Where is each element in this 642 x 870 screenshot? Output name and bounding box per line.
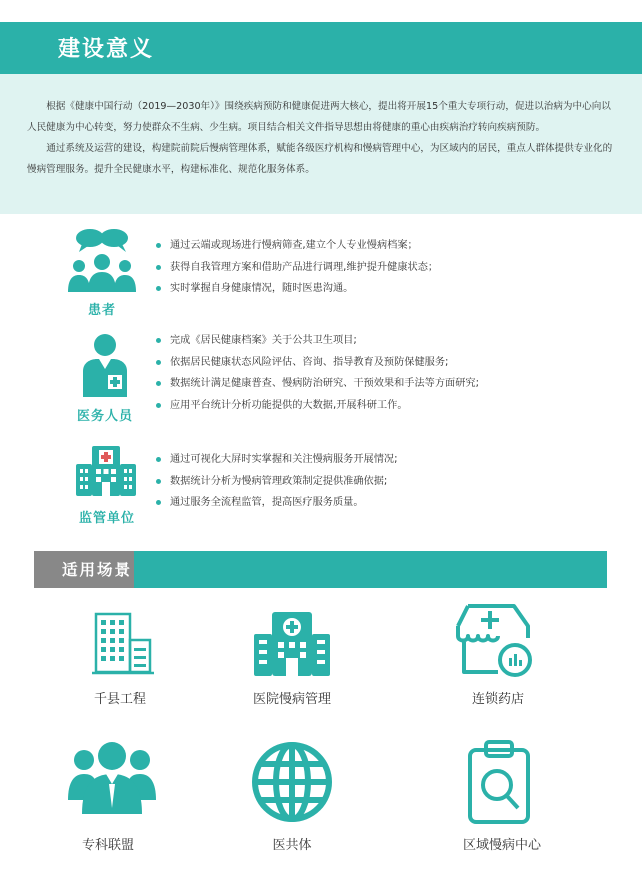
team-icon — [66, 740, 158, 818]
section2-title: 适用场景 — [62, 561, 133, 579]
role-bullets-patient — [156, 238, 438, 303]
list-item: 获得自我管理方案和借助产品进行调理,维护提升健康状态； — [156, 260, 438, 282]
intro-paragraph: 通过系统及运营的建设，构建院前院后慢病管理体系，赋能各级医疗机构和慢病管理中心，为区域内的居民，重点人群体提供专业化的慢病管理服务。提升全民健康水平，构建标准化、规范化服务体系。 — [27, 143, 613, 175]
scene-label: 医院慢病管理 — [252, 692, 331, 707]
list-item: 依据居民健康状态风险评估、咨询、指导教育及预防保健服务; — [156, 355, 479, 377]
list-item: 应用平台统计分析功能提供的大数据,开展科研工作。 — [156, 398, 479, 420]
scene-label: 医共体 — [272, 838, 312, 853]
scene-label: 连锁药店 — [471, 692, 524, 707]
list-item: 数据统计分析为慢病管理政策制定提供准确依据; — [156, 474, 398, 496]
list-item: 通过可视化大屏时实掌握和关注慢病服务开展情况; — [156, 452, 398, 474]
doctor-icon — [80, 333, 130, 403]
list-item: 数据统计满足健康普查、慢病防治研究、干预效果和手法等方面研究; — [156, 376, 479, 398]
group-chat-icon — [66, 228, 138, 298]
intro-text — [27, 96, 617, 180]
role-bullets-medical-staff — [156, 333, 479, 419]
hospital-building-icon — [74, 442, 138, 500]
scene-label: 专科联盟 — [81, 838, 134, 853]
role-label-regulator: 监管单位 — [78, 511, 135, 526]
list-item: 实时掌握自身健康情况，随时医患沟通。 — [156, 281, 438, 303]
pharmacy-icon — [454, 602, 534, 684]
clipboard-search-icon — [466, 740, 532, 828]
globe-icon — [250, 740, 334, 828]
role-label-patient: 患者 — [87, 303, 116, 318]
role-bullets-regulator — [156, 452, 398, 517]
list-item: 完成《居民健康档案》关于公共卫生项目; — [156, 333, 479, 355]
list-item: 通过服务全流程监管，提高医疗服务质量。 — [156, 495, 398, 517]
hospital-icon — [250, 610, 334, 680]
section-title: 建设意义 — [58, 37, 155, 62]
intro-box — [0, 74, 642, 214]
section2-bar — [134, 551, 607, 588]
section-header-banner — [0, 22, 642, 74]
role-label-medical-staff: 医务人员 — [76, 409, 133, 424]
office-building-icon — [92, 610, 154, 680]
intro-paragraph: 根据《健康中国行动（2019—2030年）》围绕疾病预防和健康促进两大核心，提出将开展15个重大专项行动，促进以治病为中心向以人民健康为中心转变，努力使群众不生病、少生病。项目结合相关文件指导思想由将健康的重心由疾病治疗转向疾病预防。 — [27, 101, 611, 133]
scene-label: 区域慢病中心 — [462, 838, 541, 853]
list-item: 通过云端或现场进行慢病筛查,建立个人专业慢病档案； — [156, 238, 438, 260]
scene-label: 千县工程 — [93, 692, 146, 707]
